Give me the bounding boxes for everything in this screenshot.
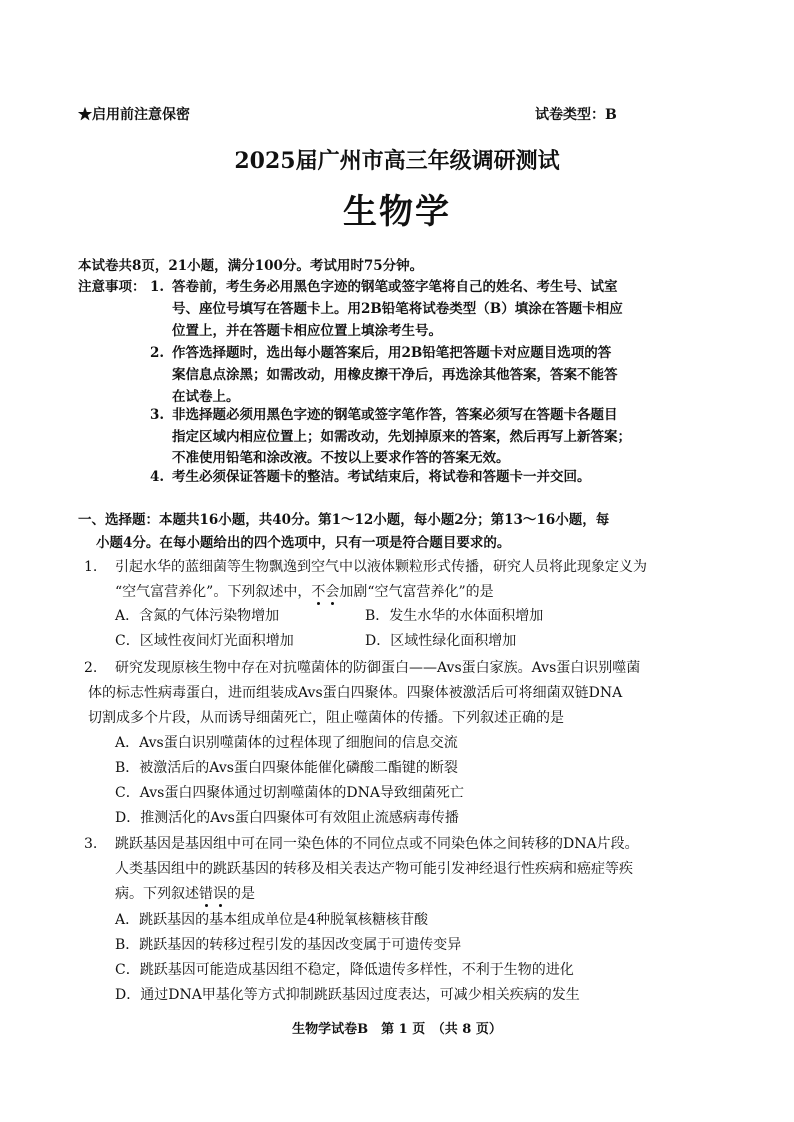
question-number: 2. bbox=[84, 660, 98, 676]
option-a: A．含氮的气体污染物增加 bbox=[115, 608, 280, 624]
option-c: C．跳跃基因可能造成基因组不稳定，降低遗传多样性，不利于生物的进化 bbox=[115, 962, 574, 978]
emphasis-dot-char: 误 bbox=[213, 886, 227, 902]
question-stem: “空气富营养化”。下列叙述中，不会加剧“空气富营养化”的是 bbox=[115, 584, 494, 600]
option-c: C．区域性夜间灯光面积增加 bbox=[115, 633, 294, 649]
note-line: 作答选择题时，选出每小题答案后，用2B铅笔把答题卡对应题目选项的答 bbox=[172, 345, 612, 361]
note-line: 位置上，并在答题卡相应位置上填涂考生号。 bbox=[172, 323, 442, 339]
note-number: 1. bbox=[150, 279, 165, 295]
notes-label: 注意事项： bbox=[78, 279, 146, 295]
question-stem: 人类基因组中的跳跃基因的转移及相关表达产物可能引发神经退行性疾病和癌症等疾 bbox=[115, 861, 633, 877]
note-line: 案信息点涂黑；如需改动，用橡皮擦干净后，再选涂其他答案，答案不能答 bbox=[172, 367, 618, 383]
option-a: A．跳跃基因的基本组成单位是4种脱氧核糖核苷酸 bbox=[115, 912, 429, 928]
paper-type: 试卷类型：B bbox=[535, 107, 617, 123]
note-line: 号、座位号填写在答题卡上。用2B铅笔将试卷类型（B）填涂在答题卡相应 bbox=[172, 301, 623, 317]
option-b: B．跳跃基因的转移过程引发的基因改变属于可遗传变异 bbox=[115, 937, 462, 953]
note-line: 考生必须保证答题卡的整洁。考试结束后，将试卷和答题卡一并交回。 bbox=[172, 469, 591, 485]
note-number: 3. bbox=[150, 407, 165, 423]
option-d: D．区域性绿化面积增加 bbox=[365, 633, 517, 649]
question-stem: 体的标志性病毒蛋白，进而组装成Avs蛋白四聚体。四聚体被激活后可将细菌双链DNA bbox=[88, 685, 623, 701]
page-footer: 生物学试卷B 第 1 页 （共 8 页） bbox=[292, 1022, 502, 1037]
note-line: 在试卷上。 bbox=[172, 389, 240, 405]
option-d: D．通过DNA甲基化等方式抑制跳跃基因过度表达，可减少相关疾病的发生 bbox=[115, 987, 580, 1003]
emphasis-dot-char: 会 bbox=[325, 584, 340, 600]
note-number: 2. bbox=[150, 345, 165, 361]
emphasis-dot-char: 错 bbox=[199, 886, 213, 902]
exam-info: 本试卷共8页，21小题，满分100分。考试用时75分钟。 bbox=[78, 258, 424, 274]
emphasis-dot-char: 不 bbox=[311, 584, 326, 600]
option-a: A．Avs蛋白识别噬菌体的过程体现了细胞间的信息交流 bbox=[115, 735, 458, 751]
question-stem: 研究发现原核生物中存在对抗噬菌体的防御蛋白——Avs蛋白家族。Avs蛋白识别噬菌 bbox=[115, 660, 641, 676]
option-b: B．发生水华的水体面积增加 bbox=[365, 608, 544, 624]
section-heading: 一、选择题：本题共16小题，共40分。第1～12小题，每小题2分；第13～16小题，每 bbox=[78, 512, 610, 528]
question-stem: 病。下列叙述错误的是 bbox=[115, 886, 255, 902]
section-heading-cont: 小题4分。在每小题给出的四个选项中，只有一项是符合题目要求的。 bbox=[96, 535, 511, 551]
note-line: 不准使用铅笔和涂改液。不按以上要求作答的答案无效。 bbox=[172, 450, 510, 466]
note-line: 非选择题必须用黑色字迹的钢笔或签字笔作答，答案必须写在答题卡各题目 bbox=[172, 407, 618, 423]
note-line: 答卷前，考生务必用黑色字迹的钢笔或签字笔将自己的姓名、考生号、试室 bbox=[172, 279, 618, 295]
question-number: 3. bbox=[84, 836, 98, 852]
exam-title: 2025届广州市高三年级调研测试 bbox=[234, 148, 560, 174]
option-c: C．Avs蛋白四聚体通过切割噬菌体的DNA导致细菌死亡 bbox=[115, 785, 464, 801]
question-stem: 跳跃基因是基因组中可在同一染色体的不同位点或不同染色体之间转移的DNA片段。 bbox=[115, 836, 639, 852]
confidential-mark: ★启用前注意保密 bbox=[78, 107, 190, 123]
question-stem: 切割成多个片段，从而诱导细菌死亡，阻止噬菌体的传播。下列叙述正确的是 bbox=[88, 710, 564, 726]
note-number: 4. bbox=[150, 469, 165, 485]
option-b: B．被激活后的Avs蛋白四聚体能催化磷酸二酯键的断裂 bbox=[115, 760, 458, 776]
option-d: D．推测活化的Avs蛋白四聚体可有效阻止流感病毒传播 bbox=[115, 810, 459, 826]
question-stem: 引起水华的蓝细菌等生物飘逸到空气中以液体颗粒形式传播，研究人员将此现象定义为 bbox=[115, 559, 647, 575]
note-line: 指定区域内相应位置上；如需改动，先划掉原来的答案，然后再写上新答案； bbox=[172, 429, 631, 445]
question-number: 1. bbox=[84, 559, 98, 575]
subject-title: 生物学 bbox=[343, 192, 451, 232]
